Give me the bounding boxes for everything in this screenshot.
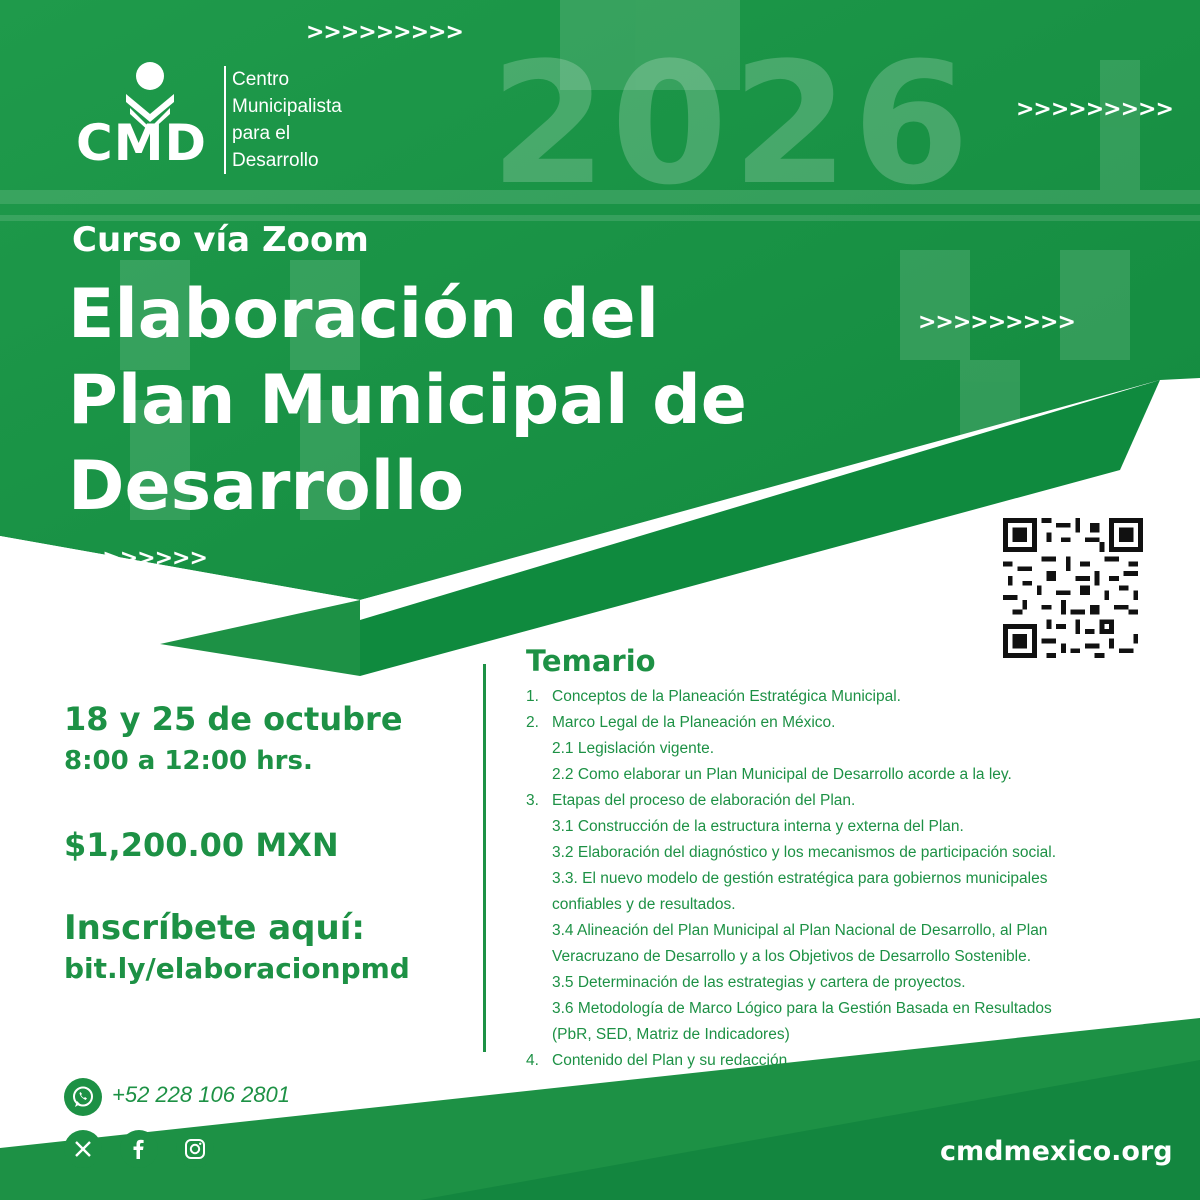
website-link[interactable]: cmdmexico.org [940, 1136, 1173, 1167]
course-title-line: Plan Municipal de [68, 361, 747, 440]
temario-subitem [526, 996, 1176, 1048]
temario-subitem-line: 2.2 Como elaborar un Plan Municipal de Desarrollo acorde a la ley. [552, 766, 1012, 783]
course-title [68, 272, 928, 530]
temario-item [526, 684, 1176, 710]
phone-number[interactable]: +52 228 106 2801 [112, 1082, 291, 1107]
year-watermark: 2026 [490, 26, 974, 222]
temario-subitem-line: 3.1 Construcción de la estructura interna y externa del Plan. [552, 818, 964, 835]
temario-subitem-line: confiables y de resultados. [552, 896, 736, 913]
signup-label: Inscríbete aquí: [64, 908, 365, 948]
chevrons-top: >>>>>>>>> [306, 20, 463, 45]
temario-item-text: Etapas del proceso de elaboración del Plan. [552, 792, 856, 809]
temario-subitem [526, 840, 1176, 866]
temario-subitem-line: 3.5 Determinación de las estrategias y cartera de proyectos. [552, 974, 966, 991]
qr-code[interactable] [1003, 518, 1143, 658]
temario-item [526, 788, 1176, 814]
course-subtitle: Curso vía Zoom [72, 220, 369, 260]
temario-subitem [526, 814, 1176, 840]
x-icon[interactable] [64, 1130, 102, 1168]
column-divider [483, 664, 486, 1052]
temario-subitem-line: 2.1 Legislación vigente. [552, 740, 715, 757]
instagram-icon[interactable] [176, 1130, 214, 1168]
event-price: $1,200.00 MXN [64, 826, 339, 864]
temario-item-text: Marco Legal de la Planeación en México. [552, 714, 836, 731]
whatsapp-icon[interactable] [64, 1078, 102, 1116]
temario-subitem [526, 762, 1176, 788]
chevrons-middle: >>>>>>>>> [918, 310, 1075, 335]
temario-list [526, 684, 1176, 1074]
temario-item [526, 710, 1176, 736]
org-name-line: para el [232, 123, 291, 144]
course-title-line: Desarrollo [68, 447, 465, 526]
temario-subitem [526, 866, 1176, 918]
temario-item-text: Conceptos de la Planeación Estratégica Municipal. [552, 688, 901, 705]
temario-subitem-line: 3.2 Elaboración del diagnóstico y los mecanismos de participación social. [552, 844, 1057, 861]
temario-item-number: 1. [526, 688, 539, 705]
temario-subitem [526, 736, 1176, 762]
logo-text: CMD [76, 114, 207, 172]
chevrons-left: >>>>>>>>> [50, 546, 207, 571]
temario-item-number: 3. [526, 792, 539, 809]
temario-item-number: 2. [526, 714, 539, 731]
org-name-line: Municipalista [232, 96, 342, 117]
temario-subitem [526, 918, 1176, 970]
temario-subitem [526, 970, 1176, 996]
org-name-line: Desarrollo [232, 150, 319, 171]
event-hours: 8:00 a 12:00 hrs. [64, 746, 313, 776]
course-title-line: Elaboración del [68, 275, 659, 354]
temario-item [526, 1048, 1176, 1074]
signup-link[interactable]: bit.ly/elaboracionpmd [64, 952, 410, 985]
temario-subitem-line: 3.4 Alineación del Plan Municipal al Plan Nacional de Desarrollo, al Plan [552, 922, 1048, 939]
org-name-line: Centro [232, 69, 290, 90]
facebook-icon[interactable] [120, 1130, 158, 1168]
temario-subitem-line: 3.6 Metodología de Marco Lógico para la Gestión Basada en Resultados [552, 1000, 1052, 1017]
temario-item-text: Contenido del Plan y su redacción. [552, 1052, 792, 1069]
temario-subitem-line: (PbR, SED, Matriz de Indicadores) [552, 1026, 790, 1043]
org-name [232, 66, 402, 174]
event-dates: 18 y 25 de octubre [64, 700, 403, 738]
temario-title: Temario [526, 644, 656, 678]
chevrons-right: >>>>>>>>> [1016, 97, 1173, 122]
temario-subitem-line: Veracruzano de Desarrollo y a los Objetivos de Desarrollo Sostenible. [552, 948, 1032, 965]
temario-subitem-line: 3.3. El nuevo modelo de gestión estratégica para gobiernos municipales [552, 870, 1048, 887]
logo-divider [224, 66, 226, 174]
temario-item-number: 4. [526, 1052, 539, 1069]
